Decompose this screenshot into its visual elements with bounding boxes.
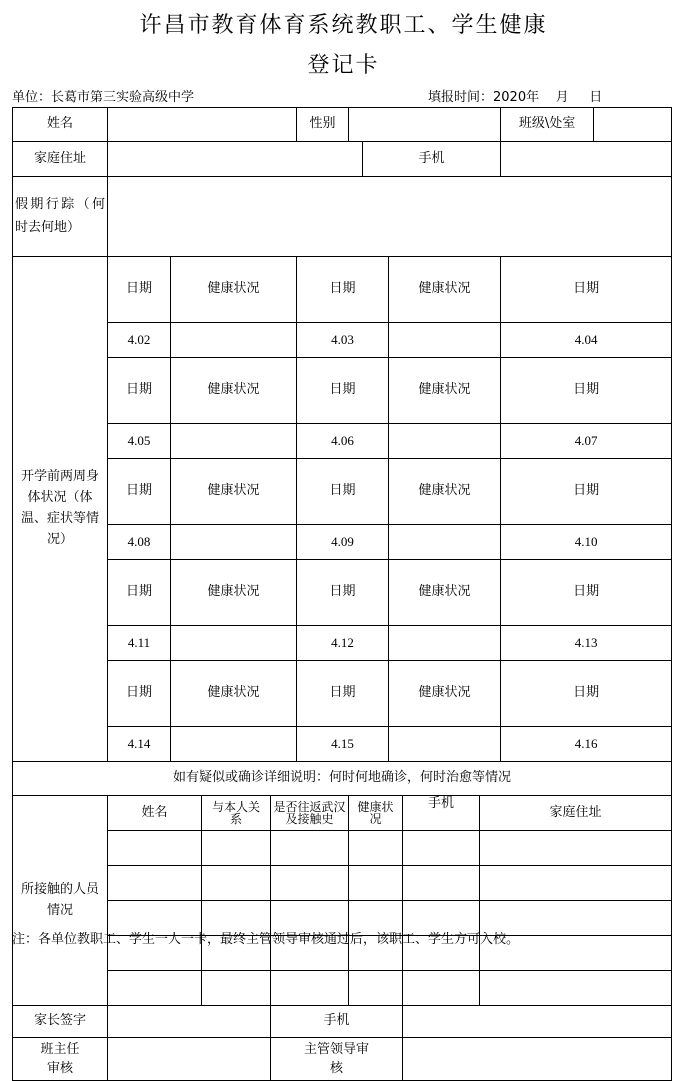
date-header: 日期 [297, 560, 389, 626]
date-header: 日期 [501, 257, 672, 323]
contact-address-header: 家庭住址 [480, 796, 672, 831]
status-header: 健康状况 [389, 661, 501, 727]
teacher-review-field[interactable] [108, 1038, 271, 1081]
status-header: 健康状况 [389, 459, 501, 525]
date-header: 日期 [297, 358, 389, 424]
class-field[interactable] [594, 108, 672, 142]
name-field[interactable] [108, 108, 297, 142]
contact-health-header: 健康状况 [349, 796, 403, 831]
contact-cell[interactable] [202, 831, 271, 866]
address-label: 家庭住址 [13, 142, 108, 177]
date-header: 日期 [501, 459, 672, 525]
parent-phone-label: 手机 [271, 1006, 403, 1038]
status-field[interactable] [171, 424, 297, 459]
date-header: 日期 [108, 661, 171, 727]
status-header: 健康状况 [171, 560, 297, 626]
contact-relation-header: 与本人关系 [202, 796, 271, 831]
date-header: 日期 [501, 560, 672, 626]
status-field[interactable] [389, 525, 501, 560]
status-header: 健康状况 [171, 257, 297, 323]
footer-note: 注：各单位教职工、学生一人一卡，最终主管领导审核通过后，该职工、学生方可入校。 [12, 932, 520, 947]
parent-phone-field[interactable] [403, 1006, 672, 1038]
contact-cell[interactable] [403, 971, 480, 1006]
date-cell: 4.15 [297, 727, 389, 762]
status-header: 健康状况 [171, 459, 297, 525]
date-cell: 4.07 [501, 424, 672, 459]
contact-cell[interactable] [403, 831, 480, 866]
contact-cell[interactable] [271, 866, 349, 901]
status-header: 健康状况 [389, 257, 501, 323]
date-header: 日期 [108, 459, 171, 525]
form-title: 许昌市教育体育系统教职工、学生健康 [139, 13, 548, 38]
date-header: 日期 [108, 358, 171, 424]
travel-label: 假期行踪（何时去何地） [13, 177, 108, 257]
date-cell: 4.11 [108, 626, 171, 661]
contact-cell[interactable] [108, 971, 202, 1006]
date-header: 日期 [501, 358, 672, 424]
status-field[interactable] [171, 727, 297, 762]
contact-cell[interactable] [108, 831, 202, 866]
date-cell: 4.12 [297, 626, 389, 661]
contact-cell[interactable] [403, 866, 480, 901]
phone-field[interactable] [501, 142, 672, 177]
suspect-label: 如有疑似或确诊详细说明：何时何地确诊，何时治愈等情况 [13, 762, 672, 796]
date-cell: 4.05 [108, 424, 171, 459]
status-header: 健康状况 [171, 661, 297, 727]
gender-field[interactable] [349, 108, 501, 142]
teacher-review-label: 班主任审核 [13, 1038, 108, 1081]
contact-cell[interactable] [202, 866, 271, 901]
date-header: 日期 [297, 257, 389, 323]
status-header: 健康状况 [389, 560, 501, 626]
contact-cell[interactable] [480, 971, 672, 1006]
date-cell: 4.14 [108, 727, 171, 762]
contact-cell[interactable] [202, 971, 271, 1006]
name-label: 姓名 [13, 108, 108, 142]
status-field[interactable] [171, 626, 297, 661]
date-cell: 4.13 [501, 626, 672, 661]
contact-phone-header: 手机 [403, 796, 480, 831]
contacts-section-label: 所接触的人员情况 [13, 796, 108, 1006]
contact-wuhan-header: 是否往返武汉及接触史 [271, 796, 349, 831]
status-field[interactable] [389, 424, 501, 459]
status-field[interactable] [389, 727, 501, 762]
contact-cell[interactable] [349, 831, 403, 866]
date-header: 日期 [297, 459, 389, 525]
status-header: 健康状况 [389, 358, 501, 424]
contact-cell[interactable] [349, 971, 403, 1006]
unit-label: 单位：长葛市第三实验高级中学 [12, 90, 195, 105]
form-subtitle: 登记卡 [307, 53, 380, 78]
contact-cell[interactable] [480, 866, 672, 901]
contact-cell[interactable] [480, 831, 672, 866]
parent-sign-label: 家长签字 [13, 1006, 108, 1038]
contact-name-header: 姓名 [108, 796, 202, 831]
status-field[interactable] [171, 525, 297, 560]
date-cell: 4.03 [297, 323, 389, 358]
date-cell: 4.10 [501, 525, 672, 560]
fill-date-label: 填报时间：2020年 月 日 [428, 90, 603, 105]
date-header: 日期 [108, 560, 171, 626]
date-header: 日期 [108, 257, 171, 323]
status-field[interactable] [389, 626, 501, 661]
contact-cell[interactable] [108, 866, 202, 901]
contact-cell[interactable] [271, 831, 349, 866]
status-header: 健康状况 [171, 358, 297, 424]
date-cell: 4.04 [501, 323, 672, 358]
date-cell: 4.08 [108, 525, 171, 560]
date-cell: 4.09 [297, 525, 389, 560]
class-label: 班级\处室 [501, 108, 594, 142]
contact-cell[interactable] [271, 971, 349, 1006]
parent-sign-field[interactable] [108, 1006, 271, 1038]
leader-review-label: 主管领导审核 [271, 1038, 403, 1081]
phone-label: 手机 [363, 142, 501, 177]
date-header: 日期 [297, 661, 389, 727]
leader-review-field[interactable] [403, 1038, 672, 1081]
gender-label: 性别 [297, 108, 349, 142]
date-cell: 4.02 [108, 323, 171, 358]
address-field[interactable] [108, 142, 363, 177]
contact-cell[interactable] [349, 866, 403, 901]
date-cell: 4.06 [297, 424, 389, 459]
health-section-label: 开学前两周身体状况（体温、症状等情况） [13, 257, 108, 762]
status-field[interactable] [171, 323, 297, 358]
date-cell: 4.16 [501, 727, 672, 762]
travel-field[interactable] [108, 177, 672, 257]
status-field[interactable] [389, 323, 501, 358]
date-header: 日期 [501, 661, 672, 727]
